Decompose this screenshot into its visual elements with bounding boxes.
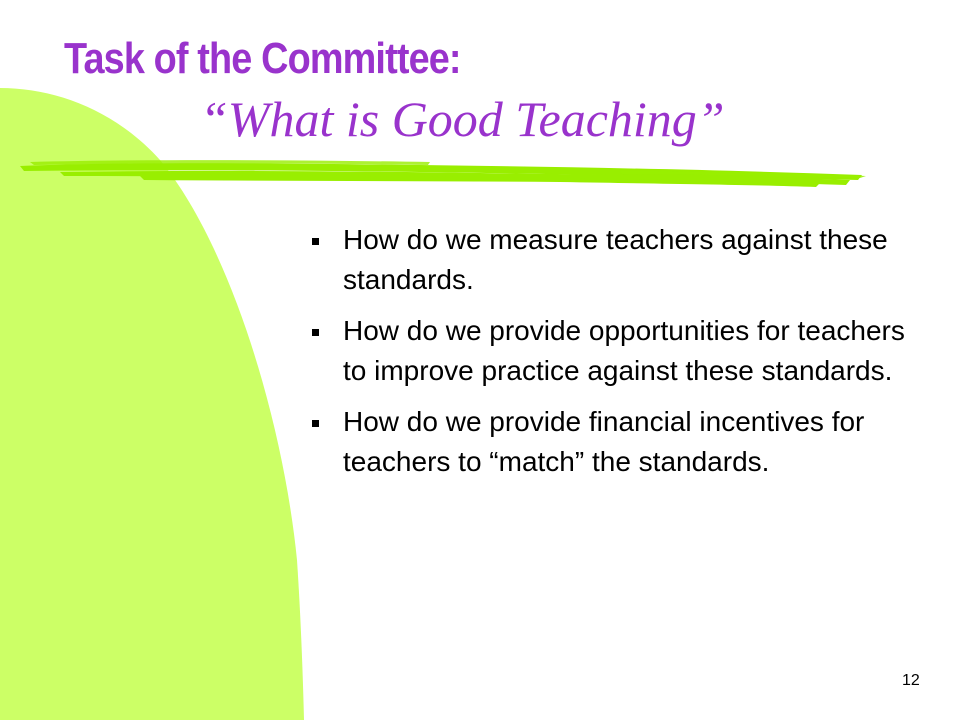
square-bullet-icon — [312, 420, 319, 427]
bullet-item — [312, 402, 922, 482]
bullet-list — [312, 220, 922, 493]
bullet-text: How do we provide financial incentives for teachers to “match” the standards. — [343, 406, 865, 477]
square-bullet-icon — [312, 329, 319, 336]
square-bullet-icon — [312, 238, 319, 245]
page-number: 12 — [902, 672, 920, 689]
bullet-item — [312, 220, 922, 300]
bullet-item — [312, 311, 922, 391]
brush-stroke-underline — [0, 150, 880, 195]
bullet-text: How do we measure teachers against these standards. — [343, 224, 888, 295]
title-line-2: “What is Good Teaching” — [200, 91, 725, 147]
title-line-1: Task of the Committee: — [64, 34, 461, 83]
bullet-text: How do we provide opportunities for teachers to improve practice against these standards. — [343, 315, 905, 386]
